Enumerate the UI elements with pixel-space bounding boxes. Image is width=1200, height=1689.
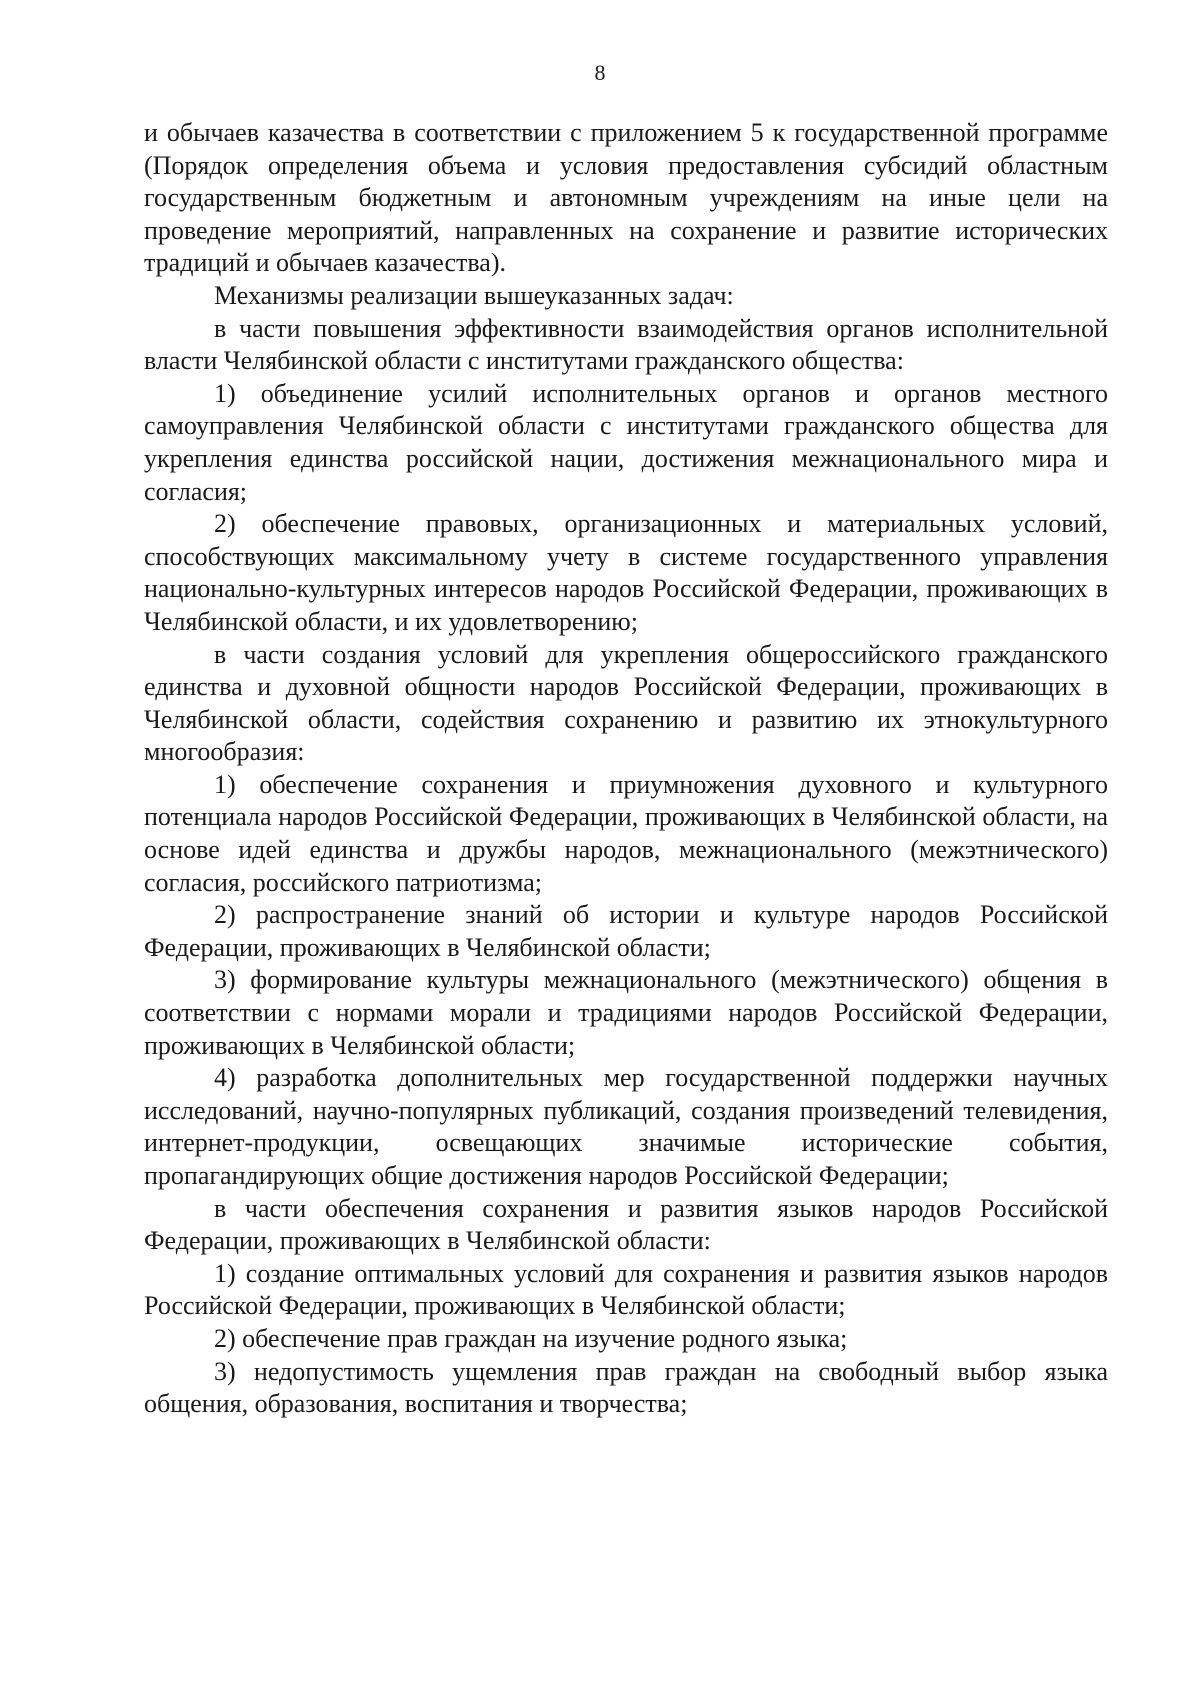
list-item: 4) разработка дополнительных мер государственной поддержки научных исследований, научно-популярных публикаций, создания произведений телевидения, интернет-продукции, освещающих значимые исторические события, пропагандирующих общие достижения народов Российской Федерации; xyxy=(144,1063,1108,1190)
list-item: 1) объединение усилий исполнительных органов и органов местного самоуправления Челябинской области с институтами гражданского общества для укрепления единства российской нации, достижения межнационального мира и согласия; xyxy=(144,378,1108,506)
list-item: 1) создание оптимальных условий для сохранения и развития языков народов Российской Федерации, проживающих в Челябинской области; xyxy=(144,1258,1108,1321)
paragraph: и обычаев казачества в соответствии с приложением 5 к государственной программе (Порядок определения объема и условия предоставления субсидий областным государственным бюджетным и автономным учреждениям на иные цели на проведение мероприятий, направленных на сохранение и развитие исторических традиций и обычаев казачества). xyxy=(144,118,1108,278)
document-body xyxy=(144,117,1108,1421)
paragraph: Механизмы реализации вышеуказанных задач: xyxy=(214,280,734,310)
page-number: 8 xyxy=(594,60,606,85)
list-item: 2) распространение знаний об истории и культуре народов Российской Федерации, проживающих в Челябинской области; xyxy=(144,900,1108,962)
list-item: 2) обеспечение прав граждан на изучение родного языка; xyxy=(214,1323,848,1353)
list-item: 3) недопустимость ущемления прав граждан на свободный выбор языка общения, образования, воспитания и творчества; xyxy=(144,1356,1108,1419)
paragraph: в части создания условий для укрепления общероссийского гражданского единства и духовной общности народов Российской Федерации, проживающих в Челябинской области, содействия сохранению и развитию их этнокультурного многообразия: xyxy=(144,639,1108,767)
list-item: 1) обеспечение сохранения и приумножения духовного и культурного потенциала народов Российской Федерации, проживающих в Челябинской области, на основе идей единства и дружбы народов, межнационального (межэтнического) согласия, российского патриотизма; xyxy=(144,769,1108,897)
list-item: 2) обеспечение правовых, организационных и материальных условий, способствующих максимальному учету в системе государственного управления национально-культурных интересов народов Российской Федерации, проживающих в Челябинской области, и их удовлетворению; xyxy=(144,509,1108,636)
paragraph: в части повышения эффективности взаимодействия органов исполнительной власти Челябинской области с институтами гражданского общества: xyxy=(144,313,1108,376)
list-item: 3) формирование культуры межнационального (межэтнического) общения в соответствии с нормами морали и традициями народов Российской Федерации, проживающих в Челябинской области; xyxy=(144,965,1108,1060)
paragraph: в части обеспечения сохранения и развития языков народов Российской Федерации, проживающих в Челябинской области: xyxy=(144,1193,1108,1256)
